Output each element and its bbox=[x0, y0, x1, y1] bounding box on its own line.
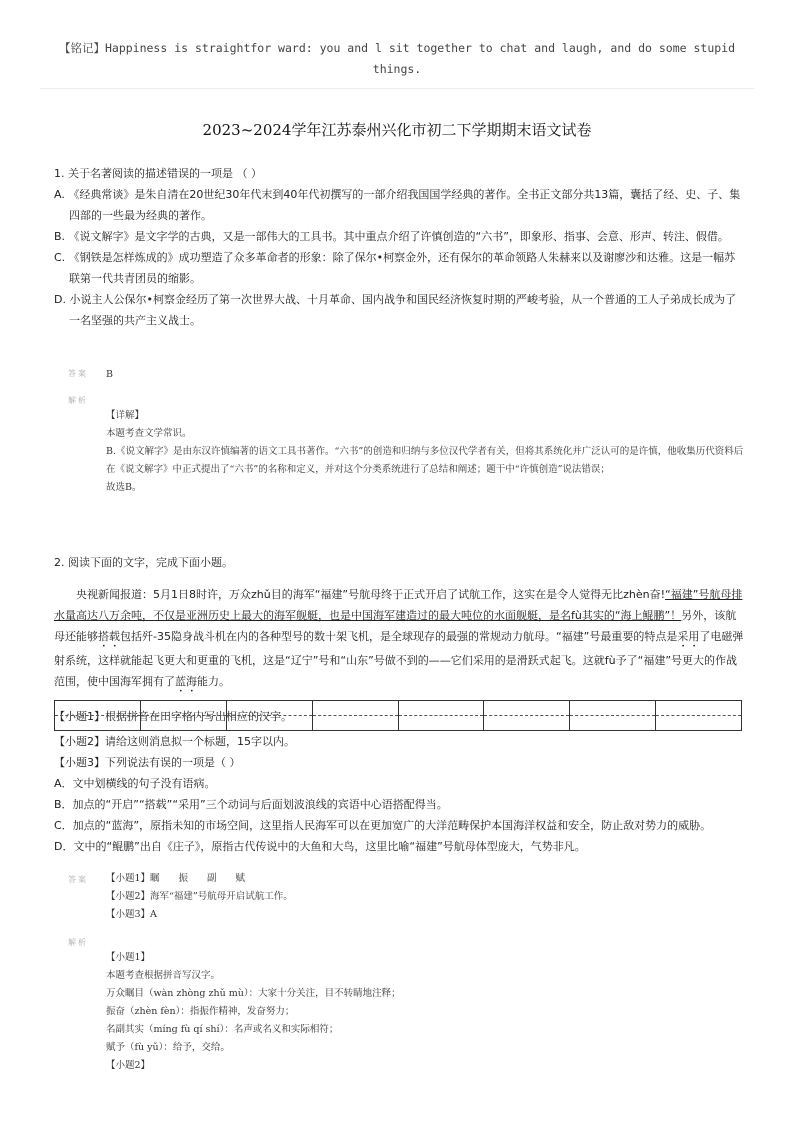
passage-part: 包括歼-35隐身战斗机在内的各种型号的数十架飞机，是全球现存的最强的常规动力航母。“福建”号最重要的特点是 bbox=[120, 630, 678, 643]
answer-line: 【小题3】A bbox=[106, 909, 157, 920]
header-motto: 【铭记】Happiness is straightfor ward: you and l sit together to chat and laugh, and do some stupid things. bbox=[58, 41, 736, 76]
underlined-sentence: “福建”号航母排水量高达八万余吨，不仅是亚洲历史上最大的海军舰艇，也是中国海军建造过的最大吨位的水面舰艇，是名fù其实的“海上鲲鹏”！ bbox=[54, 588, 743, 622]
passage-part: 了电磁弹射系统，这样就能起飞更大和更重的飞机，这是“辽宁”号和“山东”号做不到的——它们采用的是滑跃式起飞。这就fù予了“福建”号更大的作战范围，使中国海军拥有了 bbox=[54, 630, 744, 688]
analysis-line: 赋予（fù yǔ）：给予，交给。 bbox=[106, 1042, 230, 1053]
analysis-text bbox=[106, 949, 746, 1075]
question-2-option-b: B．加点的“开启”“搭载”“采用”三个动词与后面划波浪线的宾语中心语搭配得当。 bbox=[54, 798, 448, 811]
passage-part: 能力。 bbox=[197, 675, 230, 688]
answer-value: B bbox=[106, 369, 113, 380]
dotted-word: 采用 bbox=[677, 630, 700, 643]
answer-values bbox=[106, 870, 746, 924]
tianzige-cell[interactable] bbox=[399, 701, 485, 730]
passage-part: 央视新闻报道：5月1日8时许，万众zhǔ目的海军“福建”号航母终于正式开启了试航工作，这实在是令人觉得无比zhèn奋! bbox=[76, 588, 666, 601]
analysis-line: 本题考查根据拼音写汉字。 bbox=[106, 970, 221, 981]
passage-part: 另外，该航母还能够 bbox=[54, 609, 737, 643]
tianzige-cell[interactable] bbox=[570, 701, 656, 730]
question-1-option-d: D. 小说主人公保尔•柯察金经历了第一次世界大战、十月革命、国内战争和国民经济恢复时期的严峻考验，从一个普通的工人子弟成长成为了一名坚强的共产主义战士。 bbox=[54, 293, 736, 327]
question-1-stem: 1. 关于名著阅读的描述错误的一项是 （ ） bbox=[54, 167, 262, 180]
analysis-line: 万众瞩目（wàn zhòng zhǔ mù）：大家十分关注，目不转睛地注释； bbox=[106, 988, 401, 999]
sub-question-1: 【小题1】根据拼音在田字格内写出相应的汉字。 bbox=[54, 710, 292, 723]
analysis-line: 振奋（zhèn fèn）：指振作精神，发奋努力； bbox=[106, 1006, 295, 1017]
analysis-line: 本题考查文学常识。 bbox=[106, 428, 192, 439]
question-1-option-c: C. 《钢铁是怎样炼成的》成功塑造了众多革命者的形象：除了保尔•柯察金外，还有保尔的革命领路人朱赫来以及谢廖沙和达雅。这是一幅苏联第一代共青团员的缩影。 bbox=[54, 251, 736, 285]
tianzige-cell[interactable] bbox=[484, 701, 570, 730]
analysis-line: 名副其实（míng fù qí shí）：名声或名义和实际相符； bbox=[106, 1024, 339, 1035]
answer-line: 【小题2】海军“福建”号航母开启试航工作。 bbox=[106, 891, 293, 902]
question-2-option-d: D．文中的“鲲鹏”出自《庄子》，原指古代传说中的大鱼和大鸟，这里比喻“福建”号航母体型庞大，气势非凡。 bbox=[54, 840, 586, 853]
page-title: 2023~2024学年江苏泰州兴化市初二下学期期末语文试卷 bbox=[202, 121, 592, 139]
analysis-line: 【详解】 bbox=[106, 410, 145, 421]
answer-line: 【小题1】瞩 振 副 赋 bbox=[106, 873, 246, 884]
answer-label: 答案 bbox=[68, 369, 88, 378]
answer-label: 答案 bbox=[68, 875, 88, 884]
analysis-line: B.《说文解字》是由东汉许慎编著的语文工具书著作。“六书”的创造和归纳与多位汉代学者有关，但将其系统化并广泛认可的是许慎，他收集历代资料后在《说文解字》中正式提出了“六书”的名称和定义，并对这个分类系统进行了总结和阐述；题干中“许慎创造”说法错误； bbox=[106, 446, 744, 475]
question-2-subs bbox=[54, 731, 744, 857]
dotted-word: 蓝海 bbox=[175, 675, 197, 688]
analysis-label: 解析 bbox=[68, 938, 88, 947]
tianzige-cell[interactable] bbox=[55, 701, 141, 730]
tianzige-cell[interactable] bbox=[141, 701, 227, 730]
analysis-text bbox=[106, 407, 746, 497]
question-2-option-c: C．加点的“蓝海”，原指未知的市场空间，这里指人民海军可以在更加宽广的大洋范畴保护本国海洋权益和安全，防止敌对势力的威胁。 bbox=[54, 819, 712, 832]
reading-passage bbox=[54, 584, 744, 695]
sub-question-2: 【小题2】请给这则消息拟一个标题，15字以内。 bbox=[54, 735, 295, 748]
tianzige-grid[interactable] bbox=[54, 700, 742, 731]
tianzige-cell[interactable] bbox=[656, 701, 741, 730]
tianzige-cell[interactable] bbox=[227, 701, 313, 730]
analysis-line: 【小题1】 bbox=[106, 952, 151, 963]
header-divider bbox=[40, 88, 754, 89]
analysis-line: 故选B。 bbox=[106, 482, 142, 493]
question-1 bbox=[54, 163, 744, 331]
question-1-option-a: A. 《经典常谈》是朱自清在20世纪30年代末到40年代初撰写的一部介绍我国国学经典的著作。全书正文部分共13篇，囊括了经、史、子、集四部的一些最为经典的著作。 bbox=[54, 188, 741, 222]
question-2-option-a: A．文中划横线的句子没有语病。 bbox=[54, 777, 216, 790]
question-1-option-b: B. 《说文解字》是文字学的古典，又是一部伟大的工具书。其中重点介绍了许慎创造的“六书”，即象形、指事、会意、形声、转注、假借。 bbox=[54, 230, 729, 243]
question-2-stem: 2. 阅读下面的文字，完成下面小题。 bbox=[54, 556, 233, 569]
sub-question-3: 【小题3】下列说法有误的一项是（ ） bbox=[54, 756, 241, 769]
dotted-word: 搭载 bbox=[98, 630, 120, 643]
analysis-label: 解析 bbox=[68, 396, 88, 405]
analysis-line: 【小题2】 bbox=[106, 1060, 151, 1071]
tianzige-cell[interactable] bbox=[313, 701, 399, 730]
